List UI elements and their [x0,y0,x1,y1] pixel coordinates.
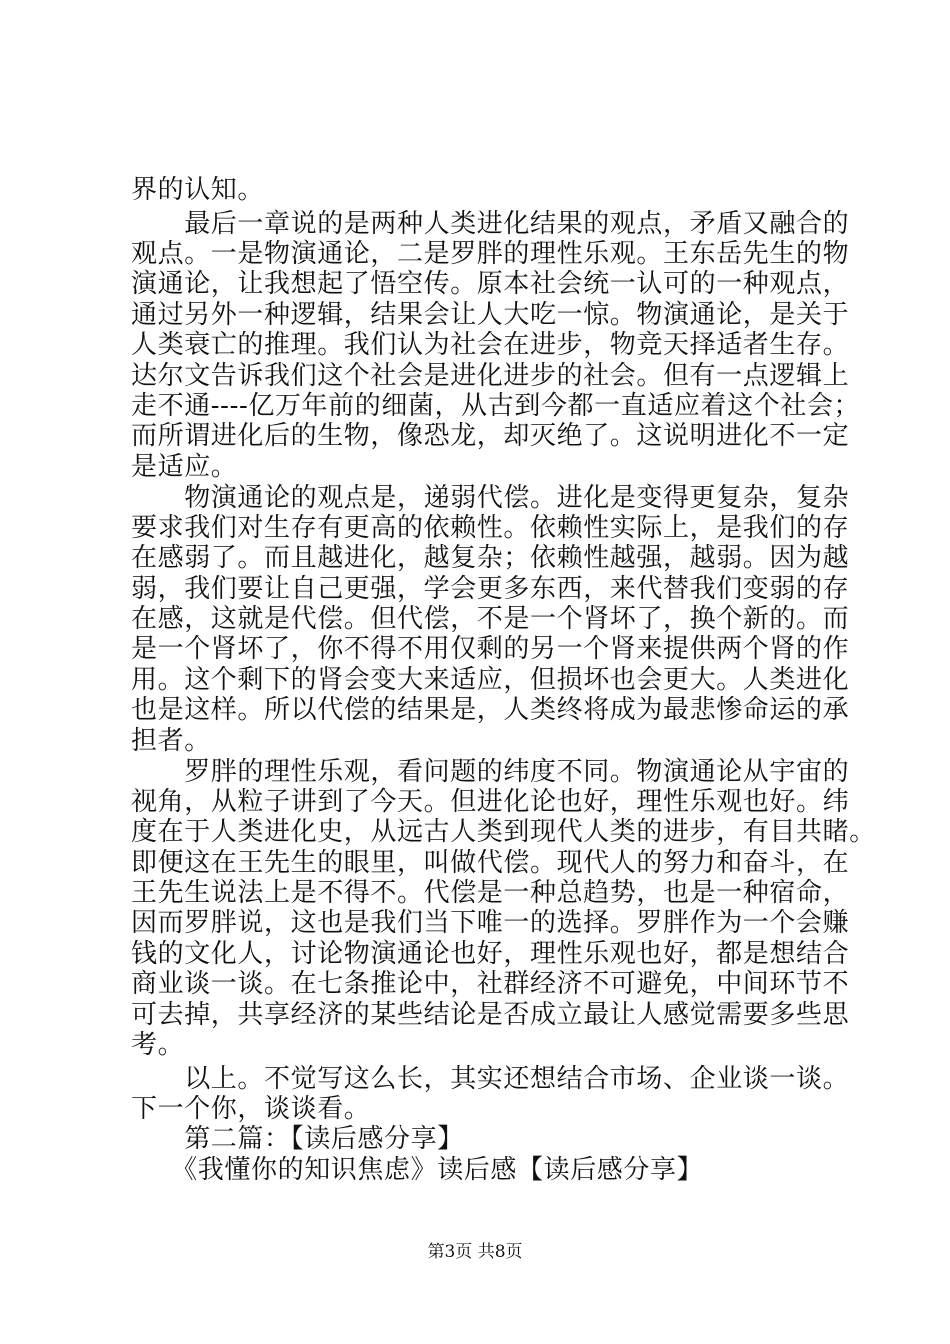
text-line: 下一个你，谈谈看。 [131,1094,371,1124]
text-line: 考。 [131,1030,185,1060]
text-line: 要求我们对生存有更高的依赖性。依赖性实际上，是我们的存 [131,513,850,543]
text-line: 在感弱了。而且越进化，越复杂；依赖性越强，越弱。因为越 [131,543,850,573]
text-line: 度在于人类进化史，从远古人类到现代人类的进步，有目共睹。 [131,817,876,847]
text-line: 通过另外一种逻辑，结果会让人大吃一惊。物演通论，是关于 [131,300,850,330]
text-line: 王先生说法上是不得不。代偿是一种总趋势，也是一种宿命， [131,878,850,908]
text-line: 演通论，让我想起了悟空传。原本社会统一认可的一种观点， [131,269,850,299]
text-line: 而所谓进化后的生物，像恐龙，却灭绝了。这说明进化不一定 [131,421,850,451]
text-line: 钱的文化人，讨论物演通论也好，理性乐观也好，都是想结合 [131,939,850,969]
text-line: 弱，我们要让自己更强，学会更多东西，来代替我们变弱的存 [131,574,850,604]
text-line: 因而罗胖说，这也是我们当下唯一的选择。罗胖作为一个会赚 [131,908,850,938]
text-line: 即便这在王先生的眼里，叫做代偿。现代人的努力和奋斗，在 [131,848,850,878]
text-line: 最后一章说的是两种人类进化结果的观点，矛盾又融合的 [131,209,850,239]
text-line: 也是这样。所以代偿的结果是，人类终将成为最悲惨命运的承 [131,695,850,725]
page-number-footer: 第3页 共8页 [427,1242,523,1262]
text-line: 视角，从粒子讲到了今天。但进化论也好，理性乐观也好。纬 [131,787,850,817]
text-line: 观点。一是物演通论，二是罗胖的理性乐观。王东岳先生的物 [131,239,850,269]
text-line: 罗胖的理性乐观，看问题的纬度不同。物演通论从宇宙的 [131,757,850,787]
text-line: 人类衰亡的推理。我们认为社会在进步，物竞天择适者生存。 [131,330,850,360]
text-line: 商业谈一谈。在七条推论中，社群经济不可避免，中间环节不 [131,969,850,999]
text-line: 在感，这就是代偿。但代偿，不是一个肾坏了，换个新的。而 [131,604,850,634]
text-line: 达尔文告诉我们这个社会是进化进步的社会。但有一点逻辑上 [131,361,850,391]
text-line: 担者。 [131,726,211,756]
text-line: 是一个肾坏了，你不得不用仅剩的另一个肾来提供两个肾的作 [131,634,850,664]
text-line: 物演通论的观点是，递弱代偿。进化是变得更复杂，复杂 [131,483,850,513]
article-title: 《我懂你的知识焦虑》读后感【读后感分享】 [131,1155,704,1185]
text-line: 界的认知。 [131,175,265,205]
text-line: 以上。不觉写这么长，其实还想结合市场、企业谈一谈。 [131,1064,850,1094]
text-line: 是适应。 [131,452,238,482]
text-line: 走不通----亿万年前的细菌，从古到今都一直适应着这个社会； [131,391,861,421]
text-line: 可去掉，共享经济的某些结论是否成立最让人感觉需要多些思 [131,1000,850,1030]
text-line: 用。这个剩下的肾会变大来适应，但损坏也会更大。人类进化 [131,665,850,695]
section-heading: 第二篇：【读后感分享】 [131,1124,464,1154]
